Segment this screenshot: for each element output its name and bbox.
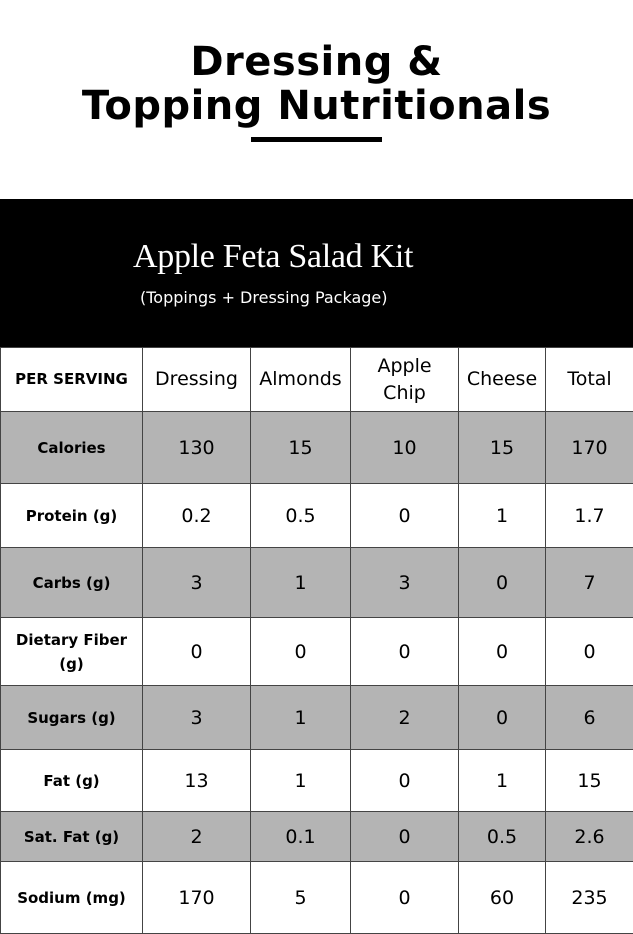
title-underline — [251, 137, 382, 142]
nutrient-value: 170 — [546, 412, 633, 484]
nutrient-value: 0 — [459, 548, 546, 618]
nutrient-value: 0.2 — [143, 484, 251, 548]
table-row — [1, 812, 633, 862]
nutrient-value: 2 — [143, 812, 251, 862]
nutrient-value: 1 — [459, 484, 546, 548]
nutrient-value: 13 — [143, 750, 251, 812]
nutrient-value: 0 — [351, 812, 459, 862]
table-header-row — [1, 348, 633, 412]
nutrient-value: 0 — [351, 618, 459, 686]
table-row — [1, 412, 633, 484]
nutrient-value: 170 — [143, 862, 251, 934]
column-header: PER SERVING — [1, 348, 143, 412]
nutrient-value: 60 — [459, 862, 546, 934]
nutrient-value: 0 — [351, 862, 459, 934]
page-title-line-1: Dressing & — [0, 40, 633, 84]
table-row — [1, 750, 633, 812]
nutrient-value: 0 — [351, 750, 459, 812]
table-row — [1, 548, 633, 618]
table-row — [1, 862, 633, 934]
nutrient-value: 1.7 — [546, 484, 633, 548]
nutrient-value: 10 — [351, 412, 459, 484]
nutrient-value: 3 — [143, 686, 251, 750]
nutrient-value: 2.6 — [546, 812, 633, 862]
nutrient-value: 7 — [546, 548, 633, 618]
product-subtitle: (Toppings + Dressing Package) — [140, 288, 388, 307]
nutrient-value: 235 — [546, 862, 633, 934]
nutrient-value: 0 — [546, 618, 633, 686]
nutrient-value: 0 — [459, 618, 546, 686]
nutrition-table — [0, 347, 633, 934]
row-label: Dietary Fiber (g) — [1, 618, 143, 686]
column-header: Almonds — [251, 348, 351, 412]
nutrient-value: 0 — [459, 686, 546, 750]
nutrient-value: 2 — [351, 686, 459, 750]
nutrient-value: 1 — [251, 548, 351, 618]
nutrient-value: 3 — [143, 548, 251, 618]
nutrient-value: 0 — [143, 618, 251, 686]
page-title-line-2: Topping Nutritionals — [0, 84, 633, 128]
row-label: Calories — [1, 412, 143, 484]
nutrient-value: 0.1 — [251, 812, 351, 862]
row-label: Sodium (mg) — [1, 862, 143, 934]
nutrient-value: 0.5 — [459, 812, 546, 862]
table-row — [1, 618, 633, 686]
row-label: Protein (g) — [1, 484, 143, 548]
column-header: Total — [546, 348, 633, 412]
product-name: Apple Feta Salad Kit — [133, 238, 413, 276]
row-label: Sugars (g) — [1, 686, 143, 750]
page-title — [0, 40, 633, 128]
nutrient-value: 1 — [251, 686, 351, 750]
nutrient-value: 3 — [351, 548, 459, 618]
table-row — [1, 484, 633, 548]
nutrient-value: 1 — [459, 750, 546, 812]
row-label: Carbs (g) — [1, 548, 143, 618]
nutrient-value: 5 — [251, 862, 351, 934]
nutrient-value: 15 — [546, 750, 633, 812]
nutrient-value: 0 — [351, 484, 459, 548]
column-header: Apple Chip — [351, 348, 459, 412]
nutrient-value: 130 — [143, 412, 251, 484]
column-header: Dressing — [143, 348, 251, 412]
row-label: Sat. Fat (g) — [1, 812, 143, 862]
nutrient-value: 0 — [251, 618, 351, 686]
nutrient-value: 15 — [459, 412, 546, 484]
nutrient-value: 15 — [251, 412, 351, 484]
column-header: Cheese — [459, 348, 546, 412]
nutrient-value: 0.5 — [251, 484, 351, 548]
nutrient-value: 1 — [251, 750, 351, 812]
row-label: Fat (g) — [1, 750, 143, 812]
table-row — [1, 686, 633, 750]
nutrient-value: 6 — [546, 686, 633, 750]
